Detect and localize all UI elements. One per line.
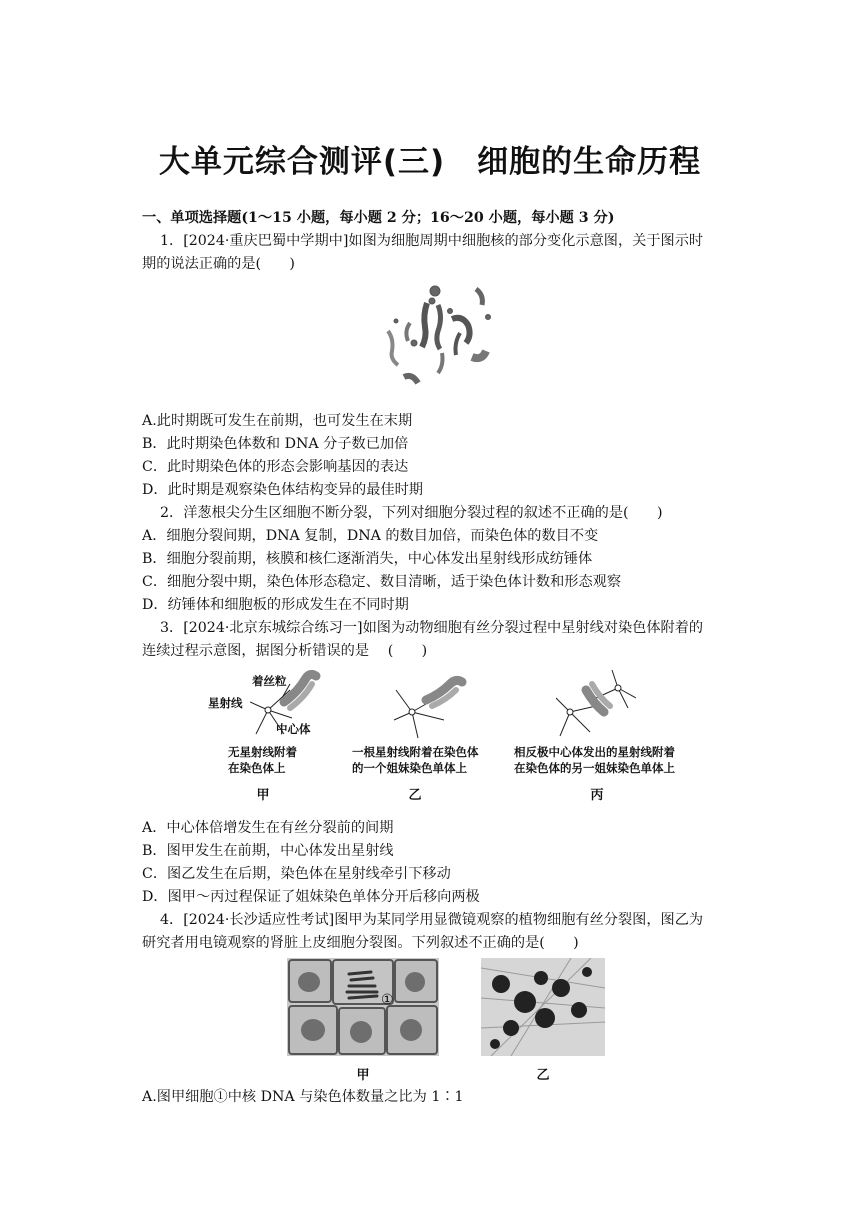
caption-bing-line1: 相反极中心体发出的星射线附着 [514, 745, 675, 759]
q1-option-a: A.此时期既可发生在前期，也可发生在末期 [142, 413, 413, 429]
q2-option-a: A．细胞分裂间期，DNA 复制，DNA 的数目加倍，而染色体的数目不变 [142, 528, 599, 544]
q4-stem-line2: 研究者用电镜观察的肾脏上皮细胞分裂图。下列叙述不正确的是( ) [142, 935, 579, 951]
section-heading: 一、单项选择题(1～15 小题，每小题 2 分；16～20 小题，每小题 3 分) [142, 210, 615, 226]
q4-marker-circle-1: ① [381, 992, 394, 1008]
q4-sub-yi: 乙 [536, 1068, 550, 1083]
q2-stem: 2．洋葱根尖分生区细胞不断分裂，下列对细胞分裂过程的叙述不正确的是( ) [160, 505, 663, 521]
q3-stem-line1: 3．[2024·北京东城综合练习一]如图为动物细胞有丝分裂过程中星射线对染色体附着的 [160, 620, 704, 636]
q3-sub-yi: 乙 [408, 788, 422, 803]
q1-stem-line1: 1．[2024·重庆巴蜀中学期中]如图为细胞周期中细胞核的部分变化示意图，关于图示时 [160, 233, 704, 249]
q3-figure-bing [556, 668, 636, 740]
q3-option-b: B．图甲发生在前期，中心体发出星射线 [142, 843, 394, 859]
q2-option-b: B．细胞分裂前期，核膜和核仁逐渐消失，中心体发出星射线形成纺锤体 [142, 551, 593, 567]
label-centrosome: 中心体 [276, 722, 311, 736]
q1-option-c: C．此时期染色体的形态会影响基因的表达 [142, 459, 409, 475]
q4-sub-jia: 甲 [356, 1068, 370, 1083]
label-aster: 星射线 [208, 696, 243, 710]
q3-sub-bing: 丙 [590, 788, 604, 803]
caption-yi-line2: 的一个姐妹染色单体上 [352, 761, 467, 775]
q4-option-a: A.图甲细胞①中核 DNA 与染色体数量之比为 1∶1 [142, 1089, 464, 1105]
q3-option-d: D．图甲～丙过程保证了姐妹染色单体分开后移向两极 [142, 889, 480, 905]
q2-option-c: C．细胞分裂中期，染色体形态稳定、数目清晰，适于染色体计数和形态观察 [142, 574, 622, 590]
q1-option-d: D．此时期是观察染色体结构变异的最佳时期 [142, 482, 423, 498]
page-title: 大单元综合测评(三) 细胞的生命历程 [158, 144, 702, 180]
q4-micrograph-jia [287, 958, 439, 1056]
q4-stem-line1: 4．[2024·长沙适应性考试]图甲为某同学用显微镜观察的植物细胞有丝分裂图，图乙为 [160, 912, 704, 928]
q1-option-b: B．此时期染色体数和 DNA 分子数已加倍 [142, 436, 409, 452]
q2-option-d: D．纺锤体和细胞板的形成发生在不同时期 [142, 597, 409, 613]
caption-jia-line1: 无星射线附着 [228, 745, 297, 759]
q1-nucleus-figure [380, 283, 500, 393]
q1-stem-line2: 期的说法正确的是( ) [142, 256, 295, 272]
q4-micrograph-yi [481, 958, 605, 1056]
q3-option-c: C．图乙发生在后期，染色体在星射线牵引下移动 [142, 866, 451, 882]
q3-sub-jia: 甲 [256, 788, 270, 803]
q3-stem-line2: 连续过程示意图，据图分析错误的是 ( ) [142, 643, 428, 659]
caption-yi-line1: 一根星射线附着在染色体 [352, 745, 479, 759]
label-centromere: 着丝粒 [252, 674, 287, 688]
caption-bing-line2: 在染色体的另一姐妹染色单体上 [514, 761, 675, 775]
q3-option-a: A．中心体倍增发生在有丝分裂前的间期 [142, 820, 394, 836]
caption-jia-line2: 在染色体上 [228, 761, 286, 775]
q3-figure-yi [392, 670, 482, 740]
